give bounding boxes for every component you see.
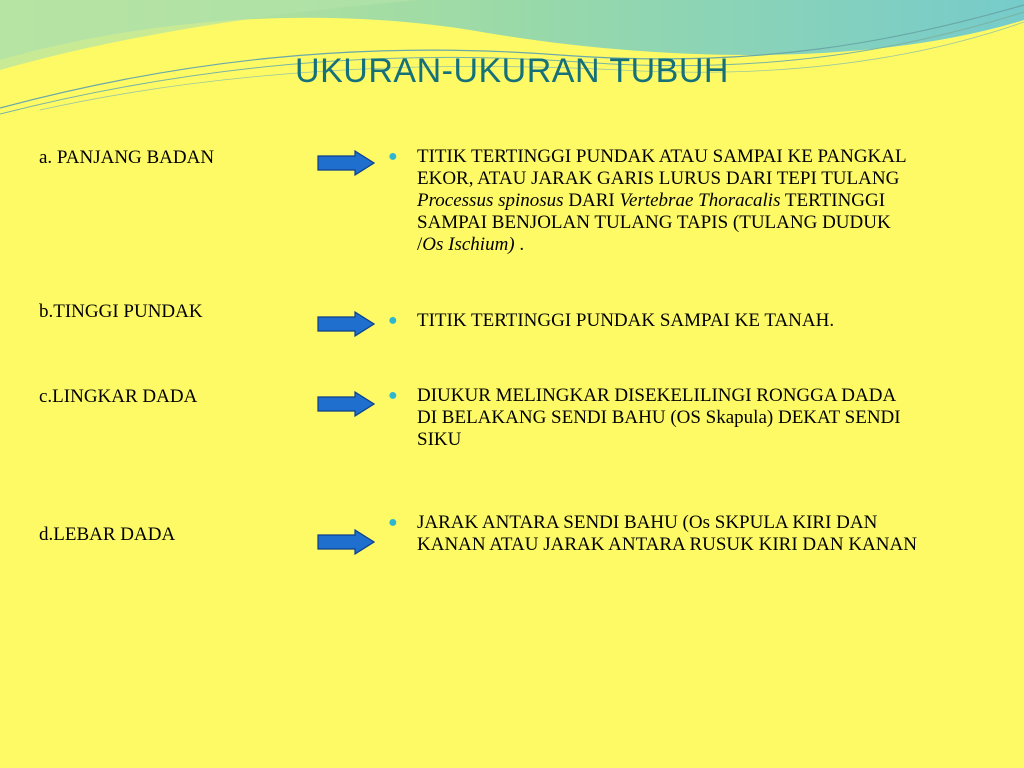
right-arrow-icon [317,150,375,176]
right-arrow-icon [317,311,375,337]
desc-text: DIUKUR MELINGKAR DISEKELILINGI RONGGA DADA DI BELAKANG SENDI BAHU (OS Skapula) DEKAT SENDI SIKU [417,385,901,450]
desc-tinggi-pundak [388,310,918,332]
desc-lebar-dada [388,512,918,556]
desc-text: TERTINGGI SAMPAI BENJOLAN TULANG TAPIS (TULANG DUDUK / [417,190,891,255]
desc-italic-text: Vertebrae Thoracalis [619,190,781,211]
label-panjang-badan: a. PANJANG BADAN [39,147,215,168]
desc-italic-text: Os Ischium) [422,234,515,255]
bullet-dot-icon: ● [388,312,398,329]
label-tinggi-pundak: b.TINGGI PUNDAK [39,301,203,322]
label-lebar-dada: d.LEBAR DADA [39,524,176,545]
desc-text: TITIK TERTINGGI PUNDAK ATAU SAMPAI KE PANGKAL EKOR, ATAU JARAK GARIS LURUS DARI TEPI TULANG [417,146,906,189]
desc-text: . [514,234,525,255]
right-arrow-icon [317,529,375,555]
desc-panjang-badan [388,146,918,256]
desc-lingkar-dada [388,385,918,451]
bullet-dot-icon: ● [388,387,398,404]
desc-text: TITIK TERTINGGI PUNDAK SAMPAI KE TANAH. [417,310,835,331]
desc-text: DARI [563,190,620,211]
right-arrow-icon [317,391,375,417]
desc-italic-text: Processus spinosus [417,190,564,211]
bullet-dot-icon: ● [388,148,398,165]
page-title: UKURAN-UKURAN TUBUH [295,52,729,90]
desc-text: JARAK ANTARA SENDI BAHU (Os SKPULA KIRI DAN KANAN ATAU JARAK ANTARA RUSUK KIRI DAN KANAN [417,512,917,555]
label-lingkar-dada: c.LINGKAR DADA [39,386,198,407]
bullet-dot-icon: ● [388,514,398,531]
